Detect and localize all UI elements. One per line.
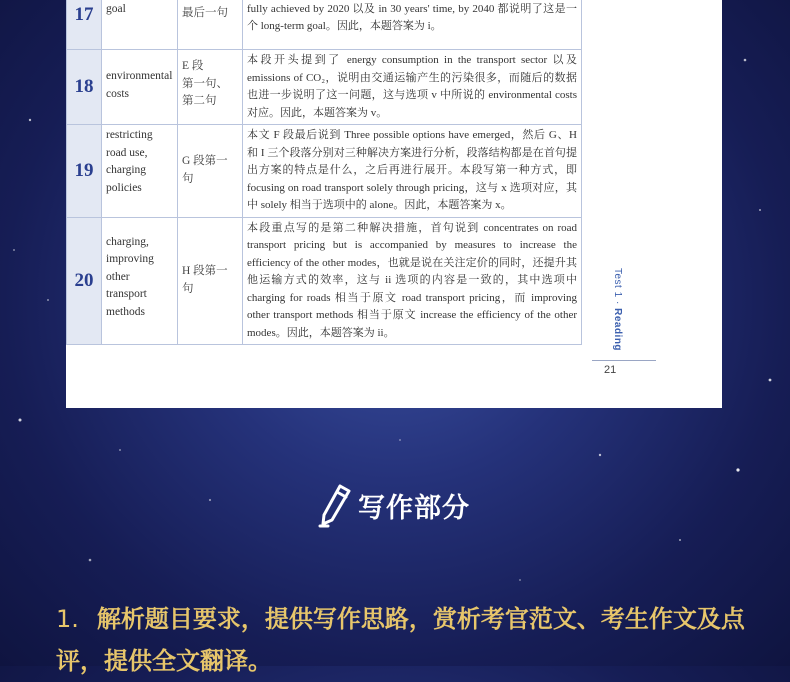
- pen-icon: [318, 482, 354, 528]
- question-number: 18: [67, 50, 102, 125]
- location-cell: 最后一句: [178, 0, 243, 50]
- topic-cell: goal: [102, 0, 178, 50]
- topic-cell: charging, improving other transport methods: [102, 217, 178, 345]
- question-number: 20: [67, 217, 102, 345]
- feature-bullet: [56, 598, 756, 682]
- section-title: 写作部分: [358, 492, 470, 524]
- side-section-label: Test 1 · Reading: [612, 268, 623, 352]
- table-row: [67, 0, 582, 50]
- explanation-cell: 本段重点写的是第二种解决措施，首句说到 concentrates on road transport pricing but is accompanied by measures to increase the efficiency of the other modes，也就是说在关注定价的同时，还提升其他运输方式的效率，这与 ii 选项的内容是一致的，其中选项中 charging for roads 相当于原文 road transport pricing，而 improving other transport methods 相当于原文 increase the efficiency of the other modes。因此，本题答案为 ii。: [243, 217, 582, 345]
- topic-cell: restricting road use, charging policies: [102, 125, 178, 218]
- explanation-cell: 本文 F 段最后说到 Three possible options have emerged，然后 G、H 和 I 三个段落分别对三种解决方案进行分析，段落结构都是在首句提出方案的特点是什么，之后再进行展开。本段写第一种方式，即 focusing on road transport solely through pricing，这与 x 选项对应，其中 solely 相当于选项中的 alone。因此，本题答案为 x。: [243, 125, 582, 218]
- location-cell: E 段 第一句、 第二句: [178, 50, 243, 125]
- question-number: 17: [67, 0, 102, 50]
- explanation-cell: fully achieved by 2020 以及 in 30 years' time, by 2040 都说明了这是一个 long-term goal。因此，本题答案为 i。: [243, 0, 582, 50]
- bullet-number: 1.: [56, 605, 79, 633]
- explanation-cell: 本段开头提到了 energy consumption in the transport sector 以及 emissions of CO₂，说明由交通运输产生的污染很多，而随后的数据也进一步说明了这一问题，这与选项 v 中所说的 environmental costs 对应。因此，本题答案为 v。: [243, 50, 582, 125]
- page-number-rule: [592, 360, 656, 361]
- answer-table: [66, 0, 582, 345]
- topic-cell: environmental costs: [102, 50, 178, 125]
- section-header: [318, 480, 470, 530]
- table-row: [67, 50, 582, 125]
- table-row: [67, 125, 582, 218]
- page-number: 21: [604, 364, 617, 376]
- table-row: [67, 217, 582, 345]
- bullet-text: 解析题目要求，提供写作思路，赏析考官范文、考生作文及点评，提供全文翻译。: [56, 605, 745, 675]
- question-number: 19: [67, 125, 102, 218]
- location-cell: G 段第一句: [178, 125, 243, 218]
- location-cell: H 段第一句: [178, 217, 243, 345]
